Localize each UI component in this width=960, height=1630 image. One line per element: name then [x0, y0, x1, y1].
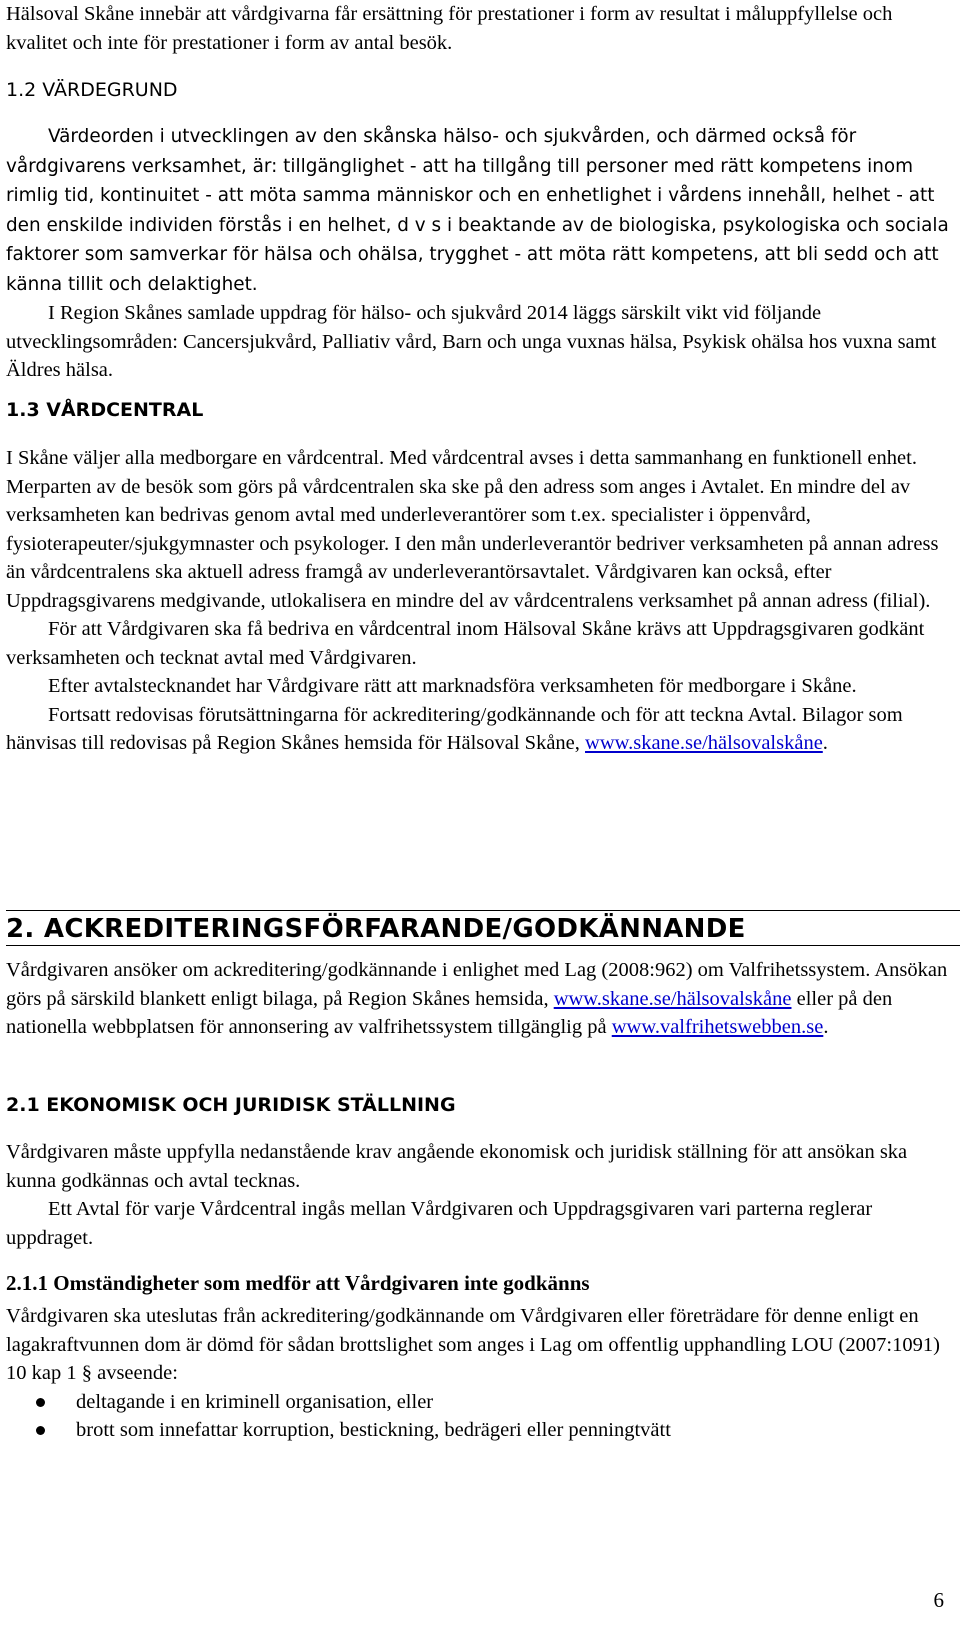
ansokan-text-a: Vårdgivaren ansöker om ackreditering/godkännande i enlighet med Lag (2008:962) om Valfrihetssystem. Ansökan görs på särskild blankett enligt bilaga, på Region Skånes hemsida, — [6, 959, 948, 1010]
section-1-3-heading: 1.3 VÅRDCENTRAL — [6, 399, 204, 421]
fortsatt-text: Fortsatt redovisas förutsättningarna för ackreditering/godkännande och för att teckna Avtal. Bilagor som hänvisas till redovisas på Region Skånes hemsida för Hälsoval Skåne, — [6, 703, 903, 754]
ansokan-paragraph — [6, 956, 956, 1042]
section-2-1 — [6, 1138, 956, 1252]
section-2 — [6, 956, 956, 1042]
ansokan-end: . — [823, 1016, 829, 1038]
page-number: 6 — [933, 1588, 944, 1612]
bullet-icon — [36, 1426, 45, 1435]
section-2-underline — [6, 945, 960, 946]
vardegrund-lead: Värdeorden i utvecklingen av den skånska hälso- och sjukvården, och därmed också för vårdgivarens verksamhet, är: tillgänglighet - att ha tillgång till personer med rätt kompetens inom rimlig tid, kontinuitet - att möta samma människor och en enhetlighet i vårdens innehåll, helhet - att den enskilde individen förstås i en helhet, d v s i beaktande av de biologiska, psykologiska och sociala faktorer som samverkar för hälsa och ohälsa, trygghet - att möta rätt kompetens, att bli sedd och att känna tillit och delaktighet. — [6, 126, 949, 295]
avtal-paragraph: Ett Avtal för varje Vårdcentral ingås mellan Vårdgivaren och Uppdragsgivaren vari parterna reglerar uppdraget. — [6, 1198, 873, 1249]
section-2-heading: 2. ACKREDITERINGSFÖRFARANDE/GODKÄNNANDE — [6, 914, 746, 944]
uteslutning-paragraph: Vårdgivaren ska uteslutas från ackreditering/godkännande om Vårdgivaren eller företrädare för denne enligt en lagakraftvunnen dom är dömd för sådan brottslighet som anges i Lag om offentlig upphandling LOU (2007:1091) 10 kap 1 § avseende: — [6, 1305, 940, 1384]
section-1-2-heading: 1.2 VÄRDEGRUND — [6, 79, 178, 101]
section-2-1-1-heading: 2.1.1 Omständigheter som medför att Vårdgivaren inte godkänns — [6, 1271, 590, 1295]
avtalstecknande-paragraph: Efter avtalstecknandet har Vårdgivare rätt att marknadsföra verksamheten för medborgare i Skåne. — [48, 675, 857, 697]
list-item-text: brott som innefattar korruption, bestickning, bedrägeri eller penningtvätt — [76, 1419, 671, 1441]
list-item — [6, 1416, 956, 1445]
intro-section — [6, 0, 956, 57]
list-item-text: deltagande i en kriminell organisation, eller — [76, 1390, 434, 1413]
krav-paragraph: Vårdgivaren måste uppfylla nedanstående krav angående ekonomisk och juridisk ställning för att ansökan ska kunna godkännas och avtal tecknas. — [6, 1141, 908, 1192]
brott-list — [6, 1388, 956, 1445]
vardegrund-paragraph — [6, 122, 956, 299]
halsoval-link[interactable]: www.skane.se/hälsovalskåne — [585, 732, 823, 754]
vardcentral-paragraph: I Skåne väljer alla medborgare en vårdcentral. Med vårdcentral avses i detta sammanhang en funktionell enhet. Merparten av de besök som görs på vårdcentralen ska ske på den adress som anges i Avtalet. En mindre del av verksamheten kan bedrivas genom avtal med underleverantörer som t.ex. specialister i öppenvård, fysioterapeuter/sjukgymnaster och psykologer. I den mån underleverantör bedriver verksamheten på annan adress än vårdcentralens ska aktuell adress framgå av underleverantörsavtalet. Vårdgivaren kan också, efter Uppdragsgivarens medgivande, utlokalisera en mindre del av vårdcentralens verksamhet på annan adress (filial). — [6, 447, 939, 612]
halsoval-link-2[interactable]: www.skane.se/hälsovalskåne — [553, 987, 792, 1010]
intro-paragraph: Hälsoval Skåne innebär att vårdgivarna får ersättning för prestationer i form av resultat i måluppfyllelse och kvalitet och inte för prestationer i form av antal besök. — [6, 3, 893, 54]
section-1-2 — [6, 122, 956, 385]
section-2-1-1 — [6, 1302, 956, 1445]
godkant-paragraph: För att Vårdgivaren ska få bedriva en vårdcentral inom Hälsoval Skåne krävs att Uppdragsgivaren godkänt verksamheten och tecknat avtal med Vårdgivaren. — [6, 618, 925, 669]
region-skane-paragraph: I Region Skånes samlade uppdrag för hälso- och sjukvård 2014 läggs särskilt vikt vid följande utvecklingsområden: Cancersjukvård, Palliativ vård, Barn och unga vuxnas hälsa, Psykisk ohälsa hos vuxna samt Äldres hälsa. — [6, 302, 937, 381]
section-2-rule — [6, 910, 960, 911]
section-2-1-heading: 2.1 EKONOMISK OCH JURIDISK STÄLLNING — [6, 1094, 456, 1116]
fortsatt-end: . — [822, 732, 828, 754]
valfrihetswebben-link[interactable]: www.valfrihetswebben.se — [611, 1016, 824, 1038]
fortsatt-paragraph — [6, 701, 956, 758]
bullet-icon — [36, 1398, 45, 1407]
ansokan-text-b: eller på den nationella webbplatsen för annonsering av valfrihetssystem tillgänglig på — [6, 987, 893, 1038]
section-1-3 — [6, 444, 956, 758]
list-item — [6, 1388, 956, 1417]
